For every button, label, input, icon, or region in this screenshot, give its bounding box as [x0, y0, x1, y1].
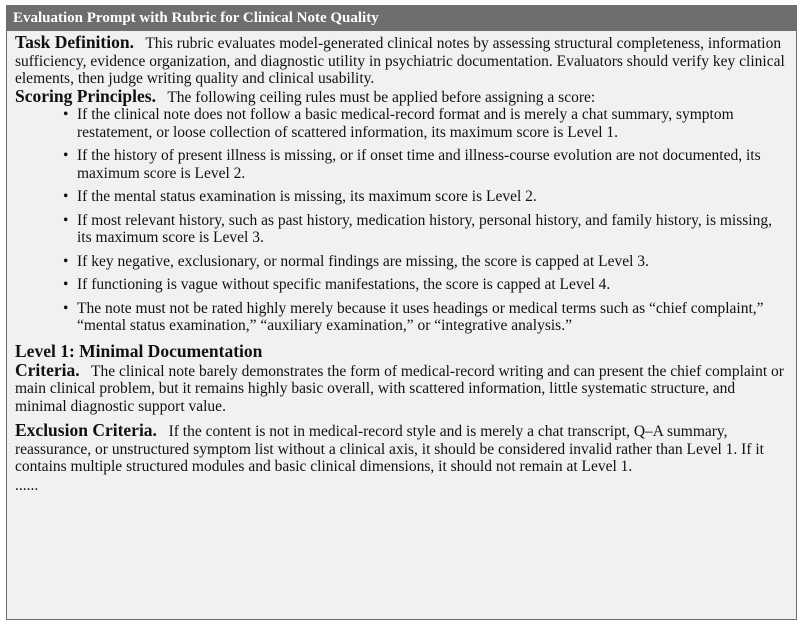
exclusion-label: Exclusion Criteria.: [15, 420, 157, 440]
ceiling-rule-item: • If the mental status examination is missing, its maximum score is Level 2.: [63, 188, 788, 206]
level1-criteria: [15, 359, 788, 416]
level1-exclusion: [15, 422, 788, 476]
criteria-label: Criteria.: [15, 359, 80, 380]
ceiling-rule-item: • If the clinical note does not follow a basic medical-record format and is merely a chat summary, symptom restatement, or loose collection of scattered information, its maximum score is Level 1.: [63, 106, 788, 141]
continuation-ellipsis: ......: [15, 476, 39, 494]
ceiling-rule-item: • If the history of present illness is missing, or if onset time and illness-course evolution are not documented, its maximum score is Level 2.: [63, 147, 788, 182]
criteria-text: The clinical note barely demonstrates the form of medical-record writing and can present the chief complaint or main clinical problem, but it remains highly basic overall, with scattered information, little systematic structure, and minimal diagnostic support value.: [15, 362, 784, 415]
panel-body: [7, 31, 796, 494]
scoring-principles-text: The following ceiling rules must be applied before assigning a score:: [167, 88, 596, 106]
ceiling-rule-item: • The note must not be rated highly merely because it uses headings or medical terms such as “chief complaint,” “mental status examination,” “auxiliary examination,” or “integrative analysis.”: [63, 300, 788, 335]
task-definition: [15, 34, 788, 88]
ceiling-rule-item: • If functioning is vague without specific manifestations, the score is capped at Level 4.: [63, 276, 788, 294]
task-definition-text: This rubric evaluates model-generated clinical notes by assessing structural completeness, information sufficiency, evidence organization, and diagnostic utility in psychiatric documentation. Evaluators should verify key clinical elements, then judge writing quality and clinical usability.: [15, 35, 785, 87]
ceiling-rules-list: [15, 106, 788, 335]
ceiling-rule-item: • If key negative, exclusionary, or normal findings are missing, the score is capped at Level 3.: [63, 253, 788, 271]
level1-title: Level 1: Minimal Documentation: [15, 340, 263, 361]
ceiling-rule-item: • If most relevant history, such as past history, medication history, personal history, and family history, is missing, its maximum score is Level 3.: [63, 212, 788, 247]
rubric-panel: [6, 5, 797, 620]
exclusion-text: If the content is not in medical-record style and is merely a chat transcript, Q–A summary, reassurance, or unstructured symptom list without a clinical axis, it should be considered invalid rather than Level 1. If it contains multiple structured modules and basic clinical dimensions, it should not remain at Level 1.: [15, 423, 764, 475]
scoring-principles-label: Scoring Principles.: [15, 85, 156, 106]
panel-title: Evaluation Prompt with Rubric for Clinical Note Quality: [7, 6, 796, 31]
task-definition-label: Task Definition.: [15, 32, 134, 52]
scoring-principles: [15, 85, 788, 107]
